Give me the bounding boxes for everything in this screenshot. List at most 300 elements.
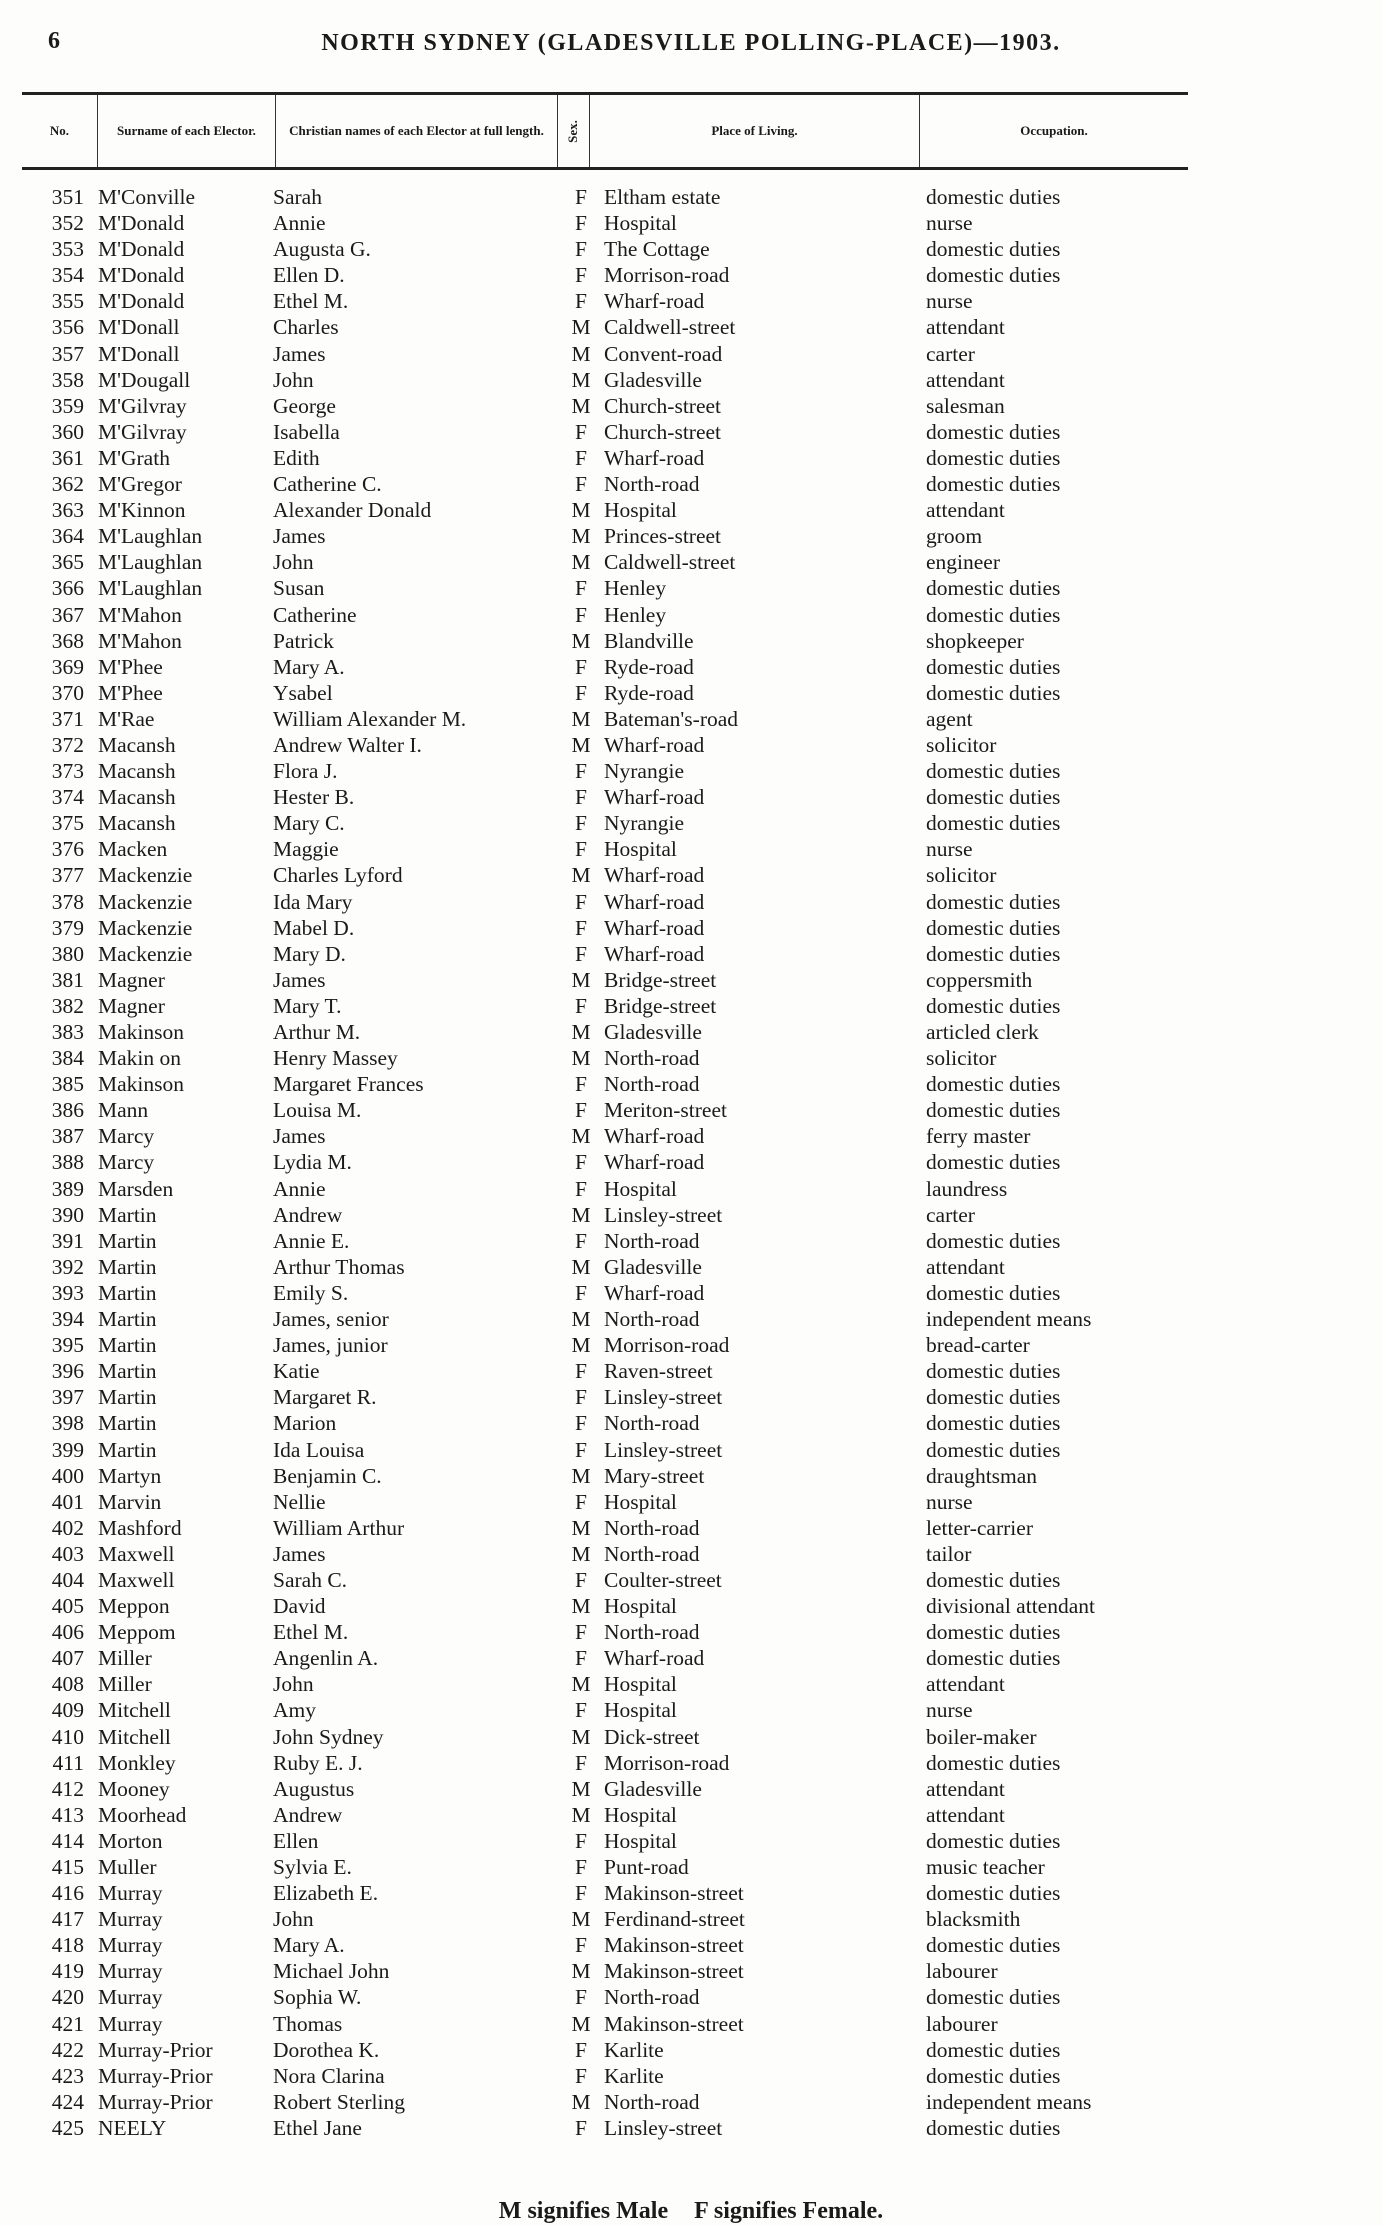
- christian-names: Dorothea K.: [273, 2037, 380, 2062]
- surname: M'Conville: [98, 185, 196, 209]
- christian-names: Mary D.: [273, 941, 346, 966]
- sex: M: [571, 367, 591, 392]
- table-row: [0, 889, 1382, 915]
- surname: Macansh: [98, 811, 176, 836]
- col-header-surname: Surname of each Elector.: [98, 95, 276, 167]
- elector-number: 396: [51, 1359, 84, 1384]
- place-of-living: North-road: [604, 1515, 700, 1540]
- occupation: shopkeeper: [926, 628, 1024, 653]
- occupation: domestic duties: [926, 1150, 1061, 1175]
- place-of-living: Raven-street: [604, 1359, 713, 1384]
- christian-names: Ellen: [273, 1828, 319, 1853]
- christian-names: Maggie: [273, 837, 339, 862]
- place-of-living: Dick-street: [604, 1724, 700, 1749]
- elector-number: 409: [51, 1698, 84, 1723]
- place-of-living: Gladesville: [604, 1254, 702, 1279]
- elector-number: 381: [51, 967, 84, 992]
- surname: Makin on: [98, 1046, 182, 1071]
- sex: F: [575, 263, 587, 288]
- place-of-living: Linsley-street: [604, 1437, 723, 1462]
- elector-number: 395: [51, 1333, 84, 1358]
- place-of-living: Hospital: [604, 1594, 677, 1619]
- sex: M: [571, 550, 591, 575]
- table-row: [0, 262, 1382, 288]
- place-of-living: Bridge-street: [604, 967, 717, 992]
- table-row: [0, 810, 1382, 836]
- christian-names: Charles Lyford: [273, 863, 403, 888]
- table-row: [0, 967, 1382, 993]
- surname: Martin: [98, 1202, 157, 1227]
- christian-names: Mary A.: [273, 654, 345, 679]
- occupation: domestic duties: [926, 785, 1061, 810]
- table-row: [0, 1384, 1382, 1410]
- place-of-living: North-road: [604, 472, 700, 497]
- table-row: [0, 1280, 1382, 1306]
- occupation: domestic duties: [926, 1228, 1061, 1253]
- sex: M: [571, 1515, 591, 1540]
- elector-number: 365: [51, 550, 84, 575]
- occupation: solicitor: [926, 732, 997, 757]
- elector-number: 382: [51, 993, 84, 1018]
- elector-number: 416: [51, 1881, 84, 1906]
- surname: Murray: [98, 2011, 163, 2036]
- place-of-living: North-road: [604, 1620, 700, 1645]
- elector-number: 361: [51, 445, 84, 470]
- elector-list: [0, 184, 1382, 2141]
- elector-number: 403: [51, 1541, 84, 1566]
- place-of-living: Hospital: [604, 1489, 677, 1514]
- sex: F: [575, 993, 587, 1018]
- table-row: [0, 758, 1382, 784]
- surname: M'Gregor: [98, 472, 182, 497]
- place-of-living: North-road: [604, 1307, 700, 1332]
- place-of-living: North-road: [604, 1072, 700, 1097]
- place-of-living: North-road: [604, 1411, 700, 1436]
- elector-number: 357: [51, 341, 84, 366]
- surname: Mooney: [98, 1776, 170, 1801]
- surname: M'Phee: [98, 654, 163, 679]
- surname: M'Kinnon: [98, 498, 186, 523]
- occupation: domestic duties: [926, 1933, 1061, 1958]
- place-of-living: Church-street: [604, 419, 722, 444]
- place-of-living: North-road: [604, 1985, 700, 2010]
- occupation: attendant: [926, 1802, 1005, 1827]
- occupation: domestic duties: [926, 1620, 1061, 1645]
- elector-number: 374: [51, 785, 84, 810]
- sex: F: [575, 576, 587, 601]
- table-row: [0, 1984, 1382, 2010]
- christian-names: Nellie: [273, 1489, 326, 1514]
- surname: Marvin: [98, 1489, 162, 1514]
- surname: M'Laughlan: [98, 576, 203, 601]
- table-row: [0, 314, 1382, 340]
- table-row: [0, 2089, 1382, 2115]
- elector-number: 384: [51, 1046, 84, 1071]
- christian-names: Ida Mary: [273, 889, 353, 914]
- surname: Martin: [98, 1333, 157, 1358]
- sex: F: [575, 1620, 587, 1645]
- christian-names: Margaret R.: [273, 1385, 377, 1410]
- sex: F: [575, 1828, 587, 1853]
- sex: F: [575, 289, 587, 314]
- col-header-no: No.: [22, 95, 98, 167]
- elector-number: 377: [51, 863, 84, 888]
- table-row: [0, 419, 1382, 445]
- elector-number: 364: [51, 524, 84, 549]
- elector-number: 401: [51, 1489, 84, 1514]
- table-row: [0, 1593, 1382, 1619]
- sex: F: [575, 915, 587, 940]
- christian-names: William Alexander M.: [273, 706, 467, 731]
- christian-names: Charles: [273, 315, 339, 340]
- sex: M: [571, 1463, 591, 1488]
- christian-names: Ethel Jane: [273, 2115, 362, 2140]
- sex: M: [571, 967, 591, 992]
- place-of-living: Church-street: [604, 393, 722, 418]
- table-row: [0, 1097, 1382, 1123]
- occupation: engineer: [926, 550, 1001, 575]
- occupation: domestic duties: [926, 1985, 1061, 2010]
- occupation: domestic duties: [926, 1385, 1061, 1410]
- christian-names: William Arthur: [273, 1515, 405, 1540]
- occupation: tailor: [926, 1541, 972, 1566]
- table-row: [0, 575, 1382, 601]
- christian-names: Elizabeth E.: [273, 1881, 379, 1906]
- christian-names: Benjamin C.: [273, 1463, 382, 1488]
- surname: M'Phee: [98, 680, 163, 705]
- table-row: [0, 1671, 1382, 1697]
- surname: M'Donall: [98, 315, 180, 340]
- place-of-living: Karlite: [604, 2063, 664, 2088]
- occupation: domestic duties: [926, 993, 1061, 1018]
- christian-names: Mabel D.: [273, 915, 355, 940]
- table-row: [0, 1332, 1382, 1358]
- elector-number: 379: [51, 915, 84, 940]
- elector-number: 371: [51, 706, 84, 731]
- occupation: agent: [926, 706, 973, 731]
- occupation: domestic duties: [926, 602, 1061, 627]
- place-of-living: Linsley-street: [604, 2115, 723, 2140]
- surname: Macansh: [98, 732, 176, 757]
- elector-number: 422: [51, 2037, 84, 2062]
- sex: F: [575, 211, 587, 236]
- place-of-living: Ferdinand-street: [604, 1907, 745, 1932]
- place-of-living: Caldwell-street: [604, 550, 736, 575]
- surname: M'Mahon: [98, 628, 182, 653]
- sex: F: [575, 941, 587, 966]
- place-of-living: Wharf-road: [604, 941, 705, 966]
- table-row: [0, 367, 1382, 393]
- surname: M'Donall: [98, 341, 180, 366]
- christian-names: Ida Louisa: [273, 1437, 365, 1462]
- surname: Macansh: [98, 759, 176, 784]
- christian-names: Arthur Thomas: [273, 1254, 405, 1279]
- christian-names: Thomas: [273, 2011, 343, 2036]
- occupation: attendant: [926, 498, 1005, 523]
- place-of-living: Mary-street: [604, 1463, 705, 1488]
- elector-number: 351: [51, 185, 84, 209]
- elector-number: 390: [51, 1202, 84, 1227]
- occupation: nurse: [926, 211, 973, 236]
- table-row: [0, 602, 1382, 628]
- sex: F: [575, 1881, 587, 1906]
- table-row: [0, 1202, 1382, 1228]
- place-of-living: Wharf-road: [604, 889, 705, 914]
- place-of-living: North-road: [604, 1228, 700, 1253]
- table-row: [0, 1750, 1382, 1776]
- table-row: [0, 523, 1382, 549]
- place-of-living: Caldwell-street: [604, 315, 736, 340]
- christian-names: Andrew: [273, 1202, 343, 1227]
- place-of-living: Meriton-street: [604, 1098, 727, 1123]
- sex: F: [575, 2115, 587, 2140]
- christian-names: Henry Massey: [273, 1046, 398, 1071]
- elector-number: 399: [51, 1437, 84, 1462]
- christian-names: Katie: [273, 1359, 320, 1384]
- elector-number: 405: [51, 1594, 84, 1619]
- place-of-living: Wharf-road: [604, 1280, 705, 1305]
- christian-names: Ysabel: [273, 680, 333, 705]
- elector-number: 378: [51, 889, 84, 914]
- elector-number: 425: [51, 2115, 84, 2140]
- table-row: [0, 1463, 1382, 1489]
- sex: F: [575, 759, 587, 784]
- christian-names: Catherine C.: [273, 472, 382, 497]
- sex: F: [575, 837, 587, 862]
- sex: F: [575, 1228, 587, 1253]
- occupation: domestic duties: [926, 941, 1061, 966]
- sex: F: [575, 1150, 587, 1175]
- surname: Moorhead: [98, 1802, 187, 1827]
- christian-names: George: [273, 393, 336, 418]
- surname: Muller: [98, 1855, 157, 1879]
- surname: NEELY: [98, 2115, 167, 2140]
- christian-names: Ellen D.: [273, 263, 345, 288]
- elector-number: 366: [51, 576, 84, 601]
- surname: M'Mahon: [98, 602, 182, 627]
- occupation: nurse: [926, 1698, 973, 1723]
- sex: F: [575, 185, 587, 209]
- sex: F: [575, 1072, 587, 1097]
- elector-number: 407: [51, 1646, 84, 1671]
- place-of-living: Punt-road: [604, 1855, 689, 1879]
- occupation: attendant: [926, 367, 1005, 392]
- place-of-living: North-road: [604, 1541, 700, 1566]
- sex: M: [571, 706, 591, 731]
- surname: Martin: [98, 1307, 157, 1332]
- sex: M: [571, 1020, 591, 1044]
- occupation: domestic duties: [926, 680, 1061, 705]
- table-row: [0, 1358, 1382, 1384]
- place-of-living: Wharf-road: [604, 1124, 705, 1149]
- occupation: domestic duties: [926, 1437, 1061, 1462]
- place-of-living: Hospital: [604, 211, 677, 236]
- christian-names: James: [273, 1541, 326, 1566]
- christian-names: Andrew: [273, 1802, 343, 1827]
- place-of-living: Hospital: [604, 1828, 677, 1853]
- occupation: domestic duties: [926, 1750, 1061, 1775]
- sex: F: [575, 1176, 587, 1201]
- occupation: domestic duties: [926, 472, 1061, 497]
- elector-number: 387: [51, 1124, 84, 1149]
- christian-names: Sarah: [273, 185, 322, 209]
- place-of-living: Hospital: [604, 1802, 677, 1827]
- elector-number: 389: [51, 1176, 84, 1201]
- occupation: domestic duties: [926, 1411, 1061, 1436]
- surname: Murray: [98, 1907, 163, 1932]
- occupation: nurse: [926, 1489, 973, 1514]
- elector-number: 408: [51, 1672, 84, 1697]
- elector-number: 362: [51, 472, 84, 497]
- elector-number: 397: [51, 1385, 84, 1410]
- place-of-living: Hospital: [604, 837, 677, 862]
- elector-number: 386: [51, 1098, 84, 1123]
- table-row: [0, 445, 1382, 471]
- surname: Magner: [98, 967, 165, 992]
- christian-names: Lydia M.: [273, 1150, 352, 1175]
- place-of-living: Wharf-road: [604, 1646, 705, 1671]
- table-row: [0, 341, 1382, 367]
- sex: M: [571, 1594, 591, 1619]
- elector-number: 420: [51, 1985, 84, 2010]
- sex: F: [575, 602, 587, 627]
- surname: M'Donald: [98, 211, 185, 236]
- occupation: domestic duties: [926, 237, 1061, 262]
- elector-number: 423: [51, 2063, 84, 2088]
- table-row: [0, 1149, 1382, 1175]
- table-row: [0, 1437, 1382, 1463]
- occupation: ferry master: [926, 1124, 1031, 1149]
- table-row: [0, 1906, 1382, 1932]
- table-row: [0, 471, 1382, 497]
- surname: Marsden: [98, 1176, 174, 1201]
- surname: Murray-Prior: [98, 2063, 213, 2088]
- surname: M'Grath: [98, 445, 170, 470]
- place-of-living: Nyrangie: [604, 759, 684, 784]
- sex: M: [571, 628, 591, 653]
- surname: M'Donald: [98, 289, 185, 314]
- table-row: [0, 1123, 1382, 1149]
- place-of-living: Ryde-road: [604, 654, 694, 679]
- sex: F: [575, 1359, 587, 1384]
- occupation: domestic duties: [926, 1098, 1061, 1123]
- surname: Mackenzie: [98, 915, 193, 940]
- surname: M'Laughlan: [98, 524, 203, 549]
- surname: Martyn: [98, 1463, 162, 1488]
- place-of-living: Morrison-road: [604, 1750, 730, 1775]
- occupation: domestic duties: [926, 654, 1061, 679]
- sex: M: [571, 863, 591, 888]
- table-row: [0, 549, 1382, 575]
- christian-names: Edith: [273, 445, 320, 470]
- elector-number: 424: [51, 2089, 84, 2114]
- sex: M: [571, 341, 591, 366]
- place-of-living: Eltham estate: [604, 185, 721, 209]
- surname: Miller: [98, 1672, 152, 1697]
- place-of-living: Morrison-road: [604, 263, 730, 288]
- sex: F: [575, 2063, 587, 2088]
- place-of-living: Bridge-street: [604, 993, 717, 1018]
- sex: F: [575, 1280, 587, 1305]
- col-header-sex: [558, 95, 590, 167]
- christian-names: Flora J.: [273, 759, 338, 784]
- place-of-living: Ryde-road: [604, 680, 694, 705]
- surname: Mitchell: [98, 1724, 171, 1749]
- place-of-living: Makinson-street: [604, 1959, 744, 1984]
- surname: Mackenzie: [98, 941, 193, 966]
- occupation: nurse: [926, 289, 973, 314]
- place-of-living: Gladesville: [604, 367, 702, 392]
- place-of-living: Gladesville: [604, 1020, 702, 1044]
- sex: F: [575, 1489, 587, 1514]
- place-of-living: Wharf-road: [604, 1150, 705, 1175]
- surname: Martin: [98, 1411, 157, 1436]
- elector-number: 385: [51, 1072, 84, 1097]
- table-row: [0, 1619, 1382, 1645]
- table-row: [0, 628, 1382, 654]
- christian-names: Isabella: [273, 419, 340, 444]
- sex: F: [575, 1750, 587, 1775]
- table-row: [0, 288, 1382, 314]
- elector-number: 392: [51, 1254, 84, 1279]
- sex: F: [575, 1646, 587, 1671]
- surname: Monkley: [98, 1750, 176, 1775]
- sex: F: [575, 785, 587, 810]
- table-row: [0, 1697, 1382, 1723]
- table-row: [0, 1306, 1382, 1332]
- sex: F: [575, 1098, 587, 1123]
- surname: M'Donald: [98, 237, 185, 262]
- christian-names: Nora Clarina: [273, 2063, 385, 2088]
- sex: F: [575, 237, 587, 262]
- elector-number: 380: [51, 941, 84, 966]
- christian-names: James, senior: [273, 1307, 389, 1332]
- table-row: [0, 2115, 1382, 2141]
- christian-names: Arthur M.: [273, 1020, 361, 1044]
- occupation: domestic duties: [926, 2037, 1061, 2062]
- sex: F: [575, 1567, 587, 1592]
- surname: Mashford: [98, 1515, 182, 1540]
- occupation: domestic duties: [926, 2063, 1061, 2088]
- table-row: [0, 732, 1382, 758]
- sex: M: [571, 1959, 591, 1984]
- occupation: articled clerk: [926, 1020, 1039, 1044]
- table-row: [0, 1776, 1382, 1802]
- christian-names: James: [273, 341, 326, 366]
- table-row: [0, 1489, 1382, 1515]
- sex: M: [571, 1307, 591, 1332]
- occupation: laundress: [926, 1176, 1008, 1201]
- surname: Murray-Prior: [98, 2037, 213, 2062]
- occupation: attendant: [926, 1254, 1005, 1279]
- christian-names: James, junior: [273, 1333, 388, 1358]
- sex: F: [575, 1437, 587, 1462]
- christian-names: Mary T.: [273, 993, 342, 1018]
- elector-number: 419: [51, 1959, 84, 1984]
- table-row: [0, 2037, 1382, 2063]
- surname: Mann: [98, 1098, 149, 1123]
- table-row: [0, 1410, 1382, 1436]
- place-of-living: Hospital: [604, 1176, 677, 1201]
- christian-names: James: [273, 967, 326, 992]
- table-row: [0, 784, 1382, 810]
- elector-number: 352: [51, 211, 84, 236]
- place-of-living: Morrison-road: [604, 1333, 730, 1358]
- elector-number: 421: [51, 2011, 84, 2036]
- christian-names: Andrew Walter I.: [273, 732, 422, 757]
- table-row: [0, 393, 1382, 419]
- occupation: coppersmith: [926, 967, 1033, 992]
